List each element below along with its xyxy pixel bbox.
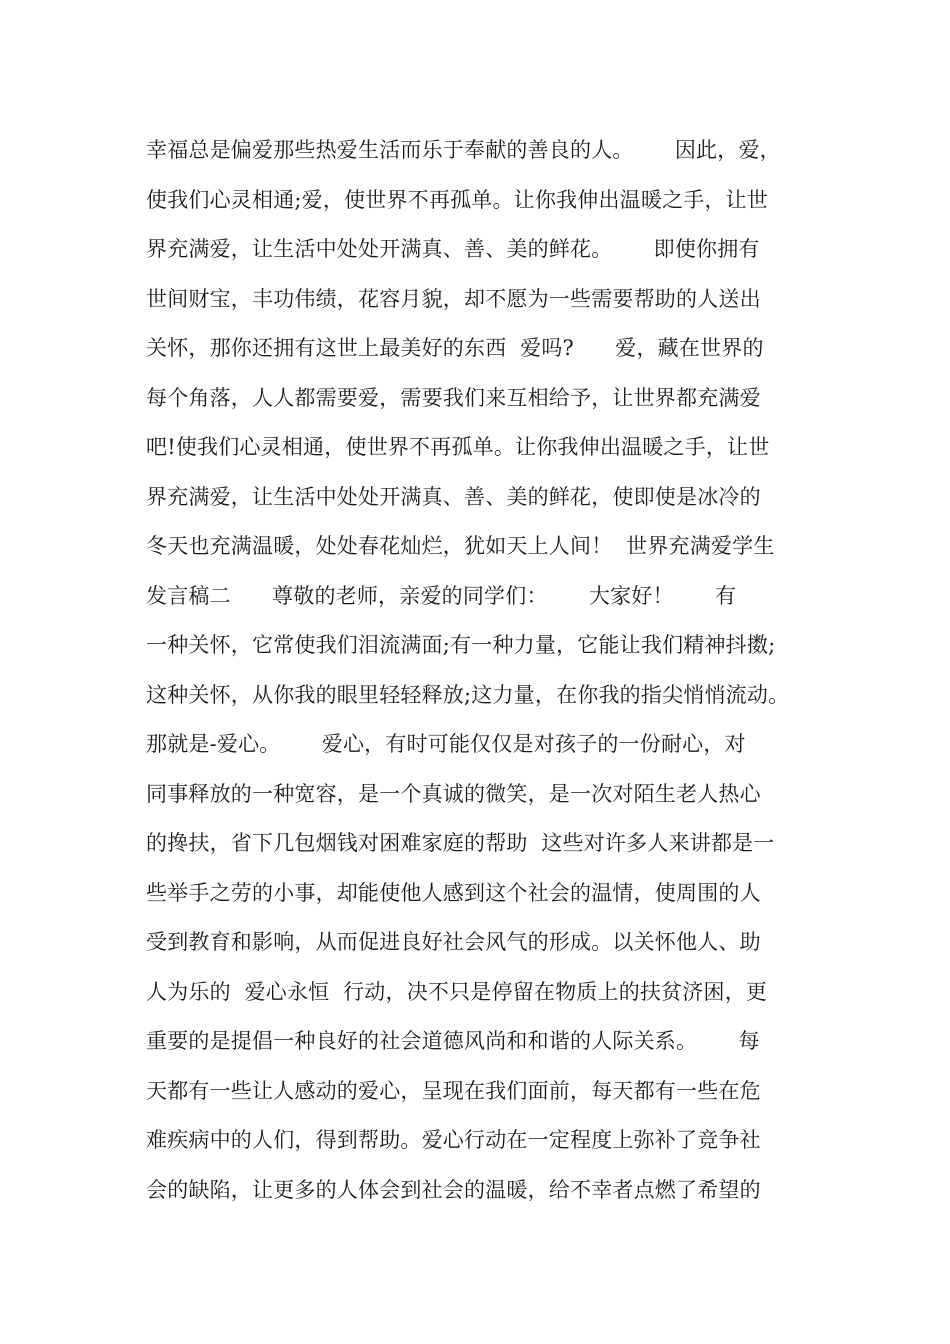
text-line: 这种关怀，从你我的眼里轻轻释放;这力量，在你我的指尖悄悄流动。	[146, 682, 790, 707]
text-line: 冬天也充满温暖，处处春花灿烂，犹如天上人间！ 世界充满爱学生	[146, 534, 775, 558]
text-line: 同事释放的一种宽容，是一个真诚的微笑，是一次对陌生老人热心	[146, 781, 761, 806]
text-line: 重要的是提倡一种良好的社会道德风尚和和谐的人际关系。 每	[146, 1029, 760, 1053]
body-text	[146, 131, 826, 1220]
text-line: 每个角落，人人都需要爱，需要我们来互相给予，让世界都充满爱	[146, 385, 761, 410]
text-line: 吧!使我们心灵相通，使世界不再孤单。让你我伸出温暖之手，让世	[146, 435, 770, 459]
text-line: 受到教育和影响，从而促进良好社会风气的形成。以关怀他人、助	[146, 930, 761, 954]
text-line: 天都有一些让人感动的爱心，呈现在我们面前，每天都有一些在危	[146, 1078, 761, 1103]
text-line: 界充满爱，让生活中处处开满真、善、美的鲜花。 即使你拥有	[146, 237, 760, 261]
text-line: 界充满爱，让生活中处处开满真、善、美的鲜花，使即使是冰冷的	[146, 484, 761, 509]
text-line: 关怀，那你还拥有这世上最美好的东西 爱吗? 爱，藏在世界的	[146, 336, 764, 360]
text-line: 人为乐的 爱心永恒 行动，决不只是停留在物质上的扶贫济困，更	[146, 979, 768, 1004]
text-line: 一种关怀，它常使我们泪流满面;有一种力量，它能让我们精神抖擞;	[146, 633, 776, 657]
text-line: 的搀扶，省下几包烟钱对困难家庭的帮助 这些对许多人来讲都是一	[146, 831, 775, 855]
text-line: 幸福总是偏爱那些热爱生活而乐于奉献的善良的人。 因此，爱，	[146, 138, 781, 162]
text-line: 难疾病中的人们，得到帮助。爱心行动在一定程度上弥补了竞争社	[146, 1128, 761, 1152]
text-line: 会的缺陷，让更多的人体会到社会的温暖，给不幸者点燃了希望的	[146, 1177, 761, 1202]
text-line: 世间财宝，丰功伟绩，花容月貌，却不愿为一些需要帮助的人送出	[146, 286, 761, 311]
text-line: 些举手之劳的小事，却能使他人感到这个社会的温情，使周围的人	[146, 880, 761, 905]
text-line: 使我们心灵相通;爱，使世界不再孤单。让你我伸出温暖之手，让世	[146, 187, 769, 212]
text-line: 发言稿二 尊敬的老师，亲爱的同学们： 大家好！ 有	[146, 583, 737, 608]
text-line: 那就是-爱心。 爱心，有时可能仅仅是对孩子的一份耐心，对	[146, 732, 746, 756]
